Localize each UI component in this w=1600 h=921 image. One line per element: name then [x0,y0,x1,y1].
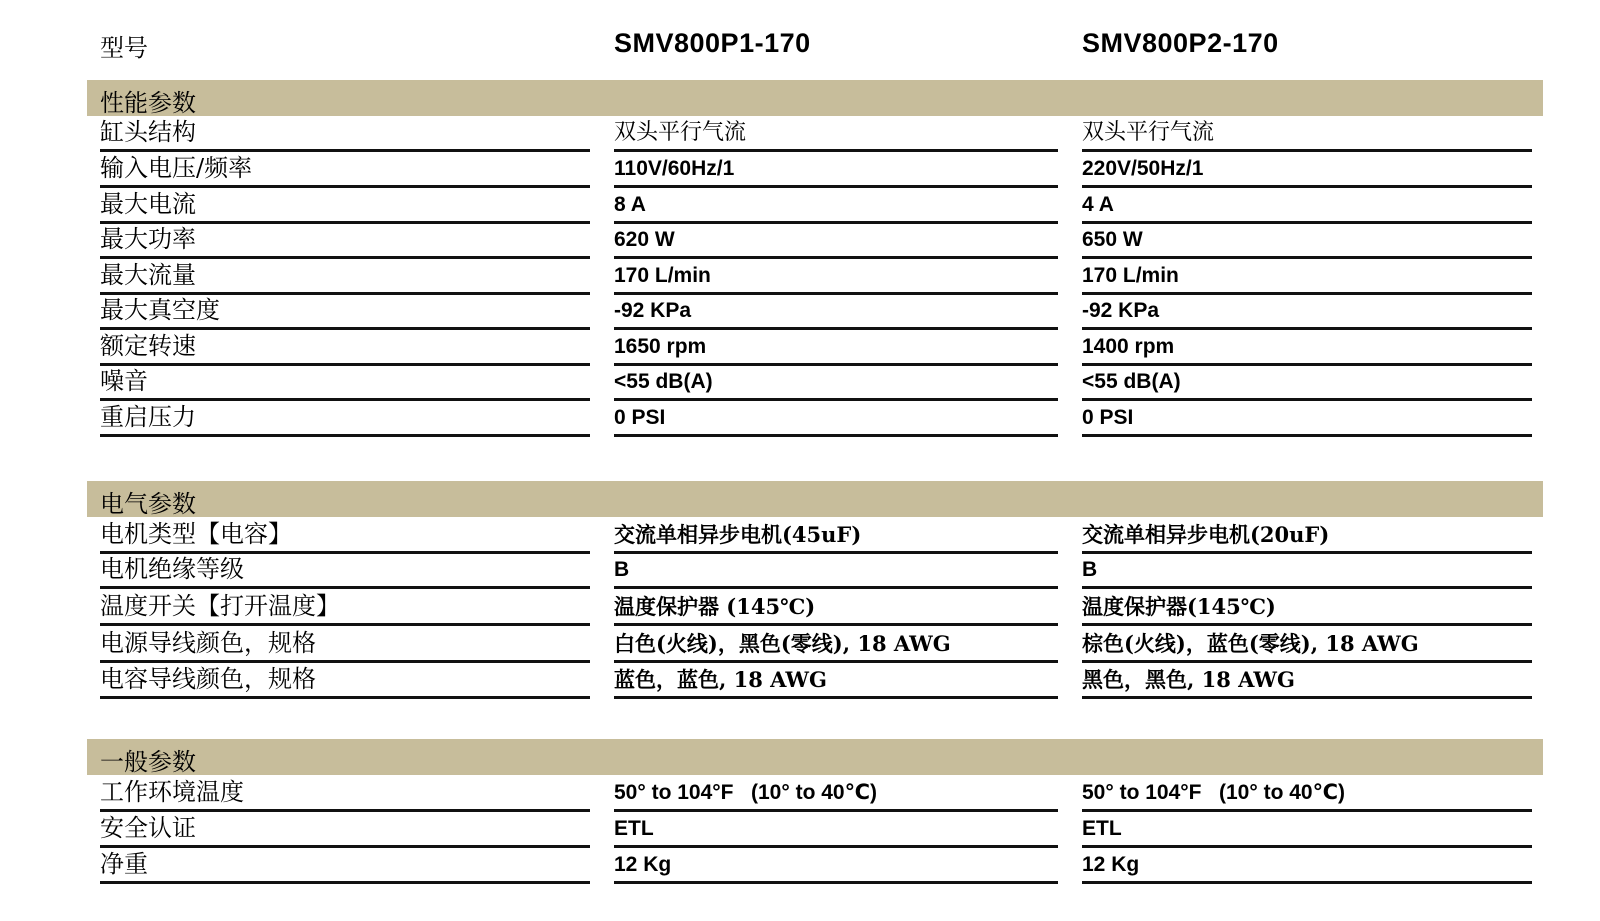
spec-row [0,518,1600,554]
spec-row [0,365,1600,401]
spec-label: 工作环境温度 [100,776,590,812]
spec-value-model-1: 双头平行气流 [614,116,1058,152]
spec-value-model-1: ETL [614,812,1058,848]
spec-value-model-2: 50° to 104°F (10° to 40℃) [1082,776,1532,812]
spec-row [0,223,1600,259]
spec-value-model-2: 4 A [1082,188,1532,224]
spec-value-model-1: 温度保护器 (145℃) [614,590,1058,626]
spec-value-model-2: 650 W [1082,223,1532,259]
spec-row [0,848,1600,884]
spec-label: 噪音 [100,365,590,401]
spec-value-model-1: -92 KPa [614,294,1058,330]
spec-row [0,330,1600,366]
spec-label: 最大真空度 [100,294,590,330]
spec-row [0,553,1600,589]
spec-row [0,116,1600,152]
spec-value-model-1: 12 Kg [614,848,1058,884]
spec-value-model-2: 双头平行气流 [1082,116,1532,152]
spec-value-model-1: 白色(火线)，黑色(零线), 18 AWG [614,627,1058,663]
spec-label: 电源导线颜色，规格 [100,627,590,663]
spec-row [0,188,1600,224]
spec-row [0,663,1600,699]
spec-value-model-2: 棕色(火线)，蓝色(零线), 18 AWG [1082,627,1532,663]
spec-value-model-2: -92 KPa [1082,294,1532,330]
section-title: 性能参数 [100,89,196,117]
spec-value-model-2: 温度保护器(145℃) [1082,590,1532,626]
spec-value-model-1: B [614,553,1058,589]
spec-row [0,152,1600,188]
spec-label: 重启压力 [100,401,590,437]
spec-label: 最大流量 [100,259,590,295]
spec-value-model-2: ETL [1082,812,1532,848]
spec-label: 安全认证 [100,812,590,848]
spec-value-model-1: 50° to 104°F (10° to 40℃) [614,776,1058,812]
model-1-name: SMV800P1-170 [614,28,811,58]
spec-row [0,259,1600,295]
model-label: 型号 [100,34,148,62]
section-header-electrical [87,481,1543,517]
spec-label: 电机绝缘等级 [100,553,590,589]
spec-label: 额定转速 [100,330,590,366]
spec-row [0,294,1600,330]
spec-label: 净重 [100,848,590,884]
section-header-performance [87,80,1543,116]
spec-value-model-1: 0 PSI [614,401,1058,437]
spec-label: 电容导线颜色，规格 [100,663,590,699]
spec-row [0,627,1600,663]
spec-value-model-2: 170 L/min [1082,259,1532,295]
spec-value-model-1: 蓝色，蓝色, 18 AWG [614,663,1058,699]
spec-value-model-1: 110V/60Hz/1 [614,152,1058,188]
spec-value-model-2: 12 Kg [1082,848,1532,884]
spec-value-model-2: 1400 rpm [1082,330,1532,366]
spec-value-model-1: 620 W [614,223,1058,259]
spec-label: 最大功率 [100,223,590,259]
spec-label: 温度开关【打开温度】 [100,590,590,626]
spec-label: 缸头结构 [100,116,590,152]
model-2-name: SMV800P2-170 [1082,28,1279,58]
spec-row [0,401,1600,437]
spec-value-model-2: 0 PSI [1082,401,1532,437]
spec-label: 最大电流 [100,188,590,224]
spec-row [0,590,1600,626]
spec-value-model-1: 8 A [614,188,1058,224]
spec-value-model-2: 黑色，黑色, 18 AWG [1082,663,1532,699]
section-title: 电气参数 [100,490,196,518]
spec-label: 输入电压/频率 [100,152,590,188]
spec-value-model-1: 交流单相异步电机(45uF) [614,518,1058,554]
spec-row [0,776,1600,812]
spec-value-model-1: <55 dB(A) [614,365,1058,401]
spec-value-model-1: 1650 rpm [614,330,1058,366]
spec-value-model-2: 220V/50Hz/1 [1082,152,1532,188]
section-header-general [87,739,1543,775]
spec-label: 电机类型【电容】 [100,518,590,554]
spec-value-model-2: <55 dB(A) [1082,365,1532,401]
model-header-row [0,20,1600,72]
spec-value-model-1: 170 L/min [614,259,1058,295]
spec-row [0,812,1600,848]
spec-value-model-2: 交流单相异步电机(20uF) [1082,518,1532,554]
spec-value-model-2: B [1082,553,1532,589]
section-title: 一般参数 [100,748,196,776]
